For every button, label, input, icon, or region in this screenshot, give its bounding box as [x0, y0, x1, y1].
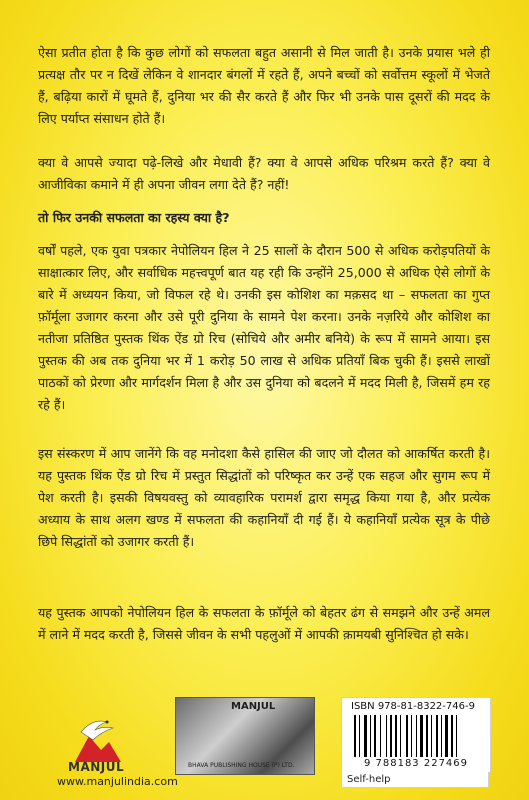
- isbn-text: ISBN 978-81-8322-746-9: [351, 701, 475, 712]
- publisher-url: www.manjulindia.com: [57, 775, 178, 788]
- barcode-stripe: [370, 715, 371, 757]
- barcode-stripe: [388, 715, 389, 757]
- history-paragraph: [38, 240, 490, 416]
- barcode-stripe: [368, 715, 369, 757]
- barcode-stripe: [359, 715, 360, 757]
- barcode-stripe: [429, 715, 430, 757]
- barcode-stripe: [420, 715, 423, 757]
- barcode-stripe: [372, 715, 373, 757]
- barcode-digits: 9 788183 227469: [363, 758, 469, 769]
- barcode-stripe: [400, 715, 401, 757]
- closing-paragraph: [38, 602, 490, 646]
- barcode-stripe: [361, 715, 363, 757]
- barcode-stripe: [357, 715, 358, 757]
- intro-paragraph: [38, 42, 490, 130]
- barcode-stripe: [431, 715, 432, 757]
- barcode-stripe: [458, 715, 460, 757]
- barcode-icon: [354, 715, 480, 757]
- barcode-stripe: [364, 715, 367, 757]
- paragraph-text: क्या वे आपसे ज्यादा पढ़े-लिखे और मेधावी हैं? क्या वे आपसे अधिक परिश्रम करते हैं? क्या वे आजीविका कमाने में ही अपना जीवन लगा देते हैं? नहीं!: [38, 155, 490, 192]
- barcode-stripe: [377, 715, 379, 757]
- barcode-stripe: [409, 715, 410, 757]
- stamp-title: MANJUL: [231, 701, 276, 712]
- barcode-stripe: [424, 715, 425, 757]
- barcode-stripe: [445, 715, 448, 757]
- barcode-stripe: [439, 715, 440, 757]
- barcode-stripe: [416, 715, 417, 757]
- barcode-stripe: [436, 715, 438, 757]
- barcode-panel: [341, 697, 491, 773]
- barcode-stripe: [390, 715, 392, 757]
- barcode-stripe: [395, 715, 397, 757]
- paragraph-text: ऐसा प्रतीत होता है कि कुछ लोगों को सफलता बहुत असानी से मिल जाती है। उनके प्रयास भले ही प्रत्यक्ष तौर पर न दिखें लेकिन वे शानदार बंगलों में रहते हैं, अपने बच्चों को सर्वोत्तम स्कूलों में भेजते हैं, बढ़िया कारों में घूमते हैं, दुनिया भर की सैर करते हैं और फिर भी उनके पास दूसरों की मदद के लिए पर्याप्त संसाधन होते हैं।: [38, 45, 490, 126]
- barcode-stripe: [398, 715, 399, 757]
- barcode-stripe: [402, 715, 405, 757]
- barcode-stripe: [456, 715, 457, 757]
- barcode-stripe: [454, 715, 455, 757]
- paragraph-text: इस संस्करण में आप जानेंगे कि वह मनोदशा कैसे हासिल की जाए जो दौलत को आकर्षित करती है। यह पुस्तक थिंक ऐंड ग्रो रिच में प्रस्तुत सिद्धांतों को परिष्कृत कर उन्हें एक सहज और सुगम रूप में पेश करती है। इसकी विषयवस्तु को व्यावहारिक परामर्श द्वारा समृद्ध किया गया है, और प्रत्येक अध्याय के साथ अलग खण्ड में सफलता की कहानियाँ दी गई हैं। ये कहानियाँ प्रत्येक सूत्र के पीछे छिपे सिद्धांतों को उजागर करती हैं।: [38, 446, 490, 549]
- barcode-stripe: [443, 715, 444, 757]
- barcode-stripe: [380, 715, 381, 757]
- barcode-stripe: [354, 715, 356, 757]
- barcode-stripe: [413, 715, 415, 757]
- hologram-stamp-icon: [175, 697, 315, 775]
- stamp-subtitle: BHAVA PUBLISHING HOUSE (P) LTD.: [188, 762, 295, 769]
- barcode-stripe: [433, 715, 435, 757]
- publisher-name: MANJUL: [68, 760, 125, 774]
- question-paragraph: [38, 152, 490, 196]
- barcode-stripe: [451, 715, 453, 757]
- barcode-stripe: [426, 715, 428, 757]
- barcode-stripe: [406, 715, 408, 757]
- barcode-stripe: [418, 715, 419, 757]
- barcode-stripe: [441, 715, 442, 757]
- barcode-stripe: [449, 715, 450, 757]
- barcode-stripe: [393, 715, 394, 757]
- edition-paragraph: [38, 443, 490, 553]
- paragraph-text: यह पुस्तक आपको नेपोलियन हिल के सफलता के फ़ॉर्मूले को बेहतर ढंग से समझने और उन्हें अमल में लाने में मदद करती है, जिससे जीवन के सभी पहलुओं में आपकी क़ामयबी सुनिश्चित हो सके।: [38, 605, 490, 642]
- barcode-stripe: [386, 715, 387, 757]
- paragraph-text: वर्षों पहले, एक युवा पत्रकार नेपोलियन हिल ने 25 सालों के दौरान 500 से अधिक करोड़पतियों के साक्षात्कार लिए, और सर्वाधिक महत्त्वपूर्ण बात यह रही कि उन्होंने 25,000 से अधिक ऐसे लोगों के बारे में अध्ययन किया, जो विफल रहे थे। उनकी इस कोशिश का मक़सद था – सफलता का गुप्त फ़ॉर्मूला उजागर करना और उसे पूरी दुनिया के सामने पेश करना। उनके नज़रिये और कोशिश का नतीजा प्रतिष्ठित पुस्तक थिंक ऐंड ग्रो रिच (सोचिये और अमीर बनिये) के रूप में सामने आया। इस पुस्तक की अब तक दुनिया भर में 1 करोड़ 50 लाख से अधिक प्रतियाँ बिक चुकी हैं। इससे लाखों पाठकों को प्रेरणा और मार्गदर्शन मिला है और उस दुनिया को बदलने में मदद मिली है, जिसमें हम रह रहे हैं।: [38, 243, 490, 412]
- barcode-stripe: [411, 715, 412, 757]
- barcode-stripe: [374, 715, 376, 757]
- section-heading: तो फिर उनकी सफलता का रहस्य क्या है?: [38, 210, 230, 225]
- barcode-stripe: [382, 715, 385, 757]
- category-label: Self-help: [341, 772, 489, 788]
